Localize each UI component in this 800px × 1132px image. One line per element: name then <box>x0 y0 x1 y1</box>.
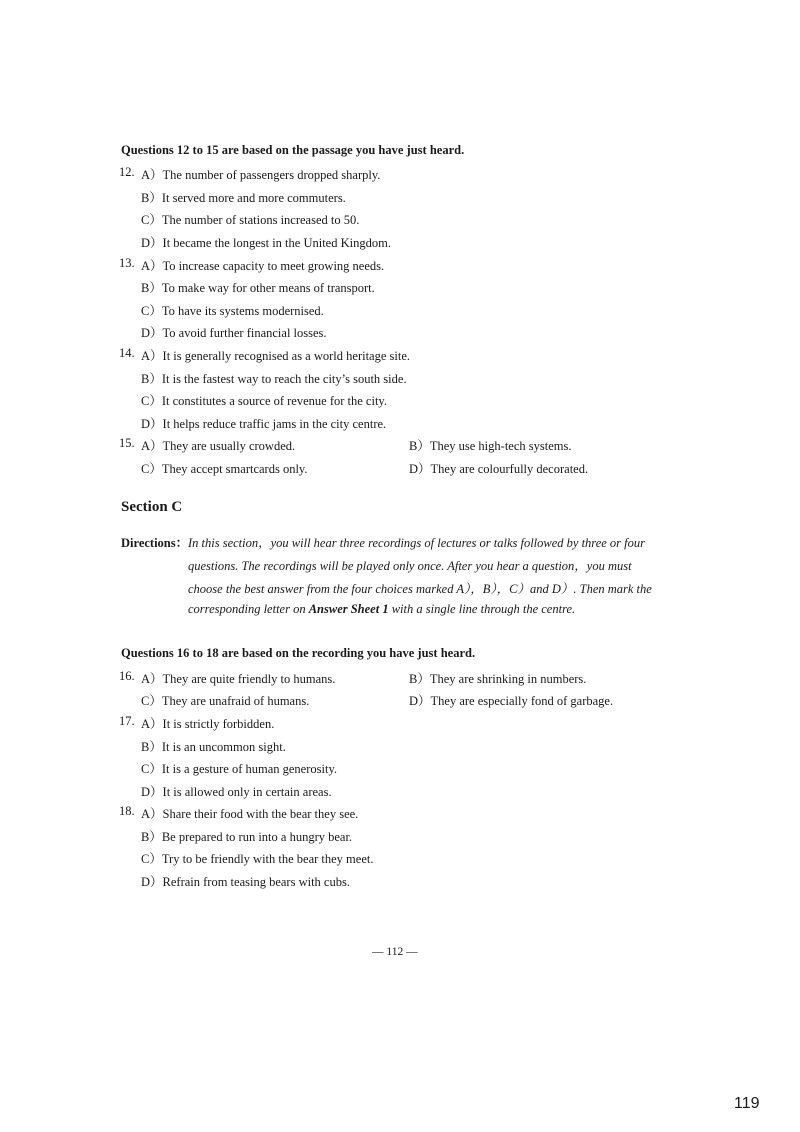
q12-number: 12. <box>119 165 135 179</box>
q12-option-b: B）It served more and more commuters. <box>141 191 346 205</box>
page-footer-label: — 112 — <box>372 946 418 958</box>
q17-option-a: A）It is strictly forbidden. <box>141 717 275 731</box>
q16-option-a: A）They are quite friendly to humans. <box>141 672 336 686</box>
q18-option-d: D）Refrain from teasing bears with cubs. <box>141 875 350 889</box>
q17-option-b: B）It is an uncommon sight. <box>141 740 286 754</box>
q14-option-b: B）It is the fastest way to reach the city’s south side. <box>141 372 407 386</box>
directions-line-3: choose the best answer from the four choices marked A），B），C）and D）. Then mark the <box>188 582 652 596</box>
q14-option-c: C）It constitutes a source of revenue for the city. <box>141 394 387 408</box>
q17-option-d: D）It is allowed only in certain areas. <box>141 785 332 799</box>
q13-number: 13. <box>119 256 135 270</box>
q17-number: 17. <box>119 714 135 728</box>
q18-number: 18. <box>119 804 135 818</box>
q12-option-c: C）The number of stations increased to 50. <box>141 213 360 227</box>
q18-option-b: B）Be prepared to run into a hungry bear. <box>141 830 353 844</box>
page-number: 119 <box>734 1095 760 1112</box>
section-c-title: Section C <box>121 499 183 515</box>
q16-option-c: C）They are unafraid of humans. <box>141 694 310 708</box>
q14-option-a: A）It is generally recognised as a world heritage site. <box>141 349 411 363</box>
q15-option-a: A）They are usually crowded. <box>141 439 296 453</box>
q15-option-b: B）They use high-tech systems. <box>409 439 572 453</box>
q18-option-c: C）Try to be friendly with the bear they meet. <box>141 852 374 866</box>
q13-option-a: A）To increase capacity to meet growing needs. <box>141 259 385 273</box>
q14-number: 14. <box>119 346 135 360</box>
q15-option-c: C）They accept smartcards only. <box>141 462 308 476</box>
q14-option-d: D）It helps reduce traffic jams in the city centre. <box>141 417 387 431</box>
directions-line-4 <box>188 602 575 617</box>
directions-label: Directions： <box>121 536 189 550</box>
answer-sheet-label: Answer Sheet 1 <box>308 602 389 616</box>
directions-line-4-pre: corresponding letter on <box>188 602 306 616</box>
questions-16-18-heading: Questions 16 to 18 are based on the recording you have just heard. <box>121 646 476 660</box>
q15-option-d: D）They are colourfully decorated. <box>409 462 589 476</box>
q13-option-d: D）To avoid further financial losses. <box>141 326 327 340</box>
directions-line-2: questions. The recordings will be played only once. After you hear a question，you must <box>188 559 632 573</box>
q12-option-a: A）The number of passengers dropped sharply. <box>141 168 381 182</box>
q18-option-a: A）Share their food with the bear they see. <box>141 807 359 821</box>
q16-number: 16. <box>119 669 135 683</box>
q16-option-b: B）They are shrinking in numbers. <box>409 672 587 686</box>
q13-option-c: C）To have its systems modernised. <box>141 304 324 318</box>
q12-option-d: D）It became the longest in the United Kingdom. <box>141 236 391 250</box>
q17-option-c: C）It is a gesture of human generosity. <box>141 762 338 776</box>
q13-option-b: B）To make way for other means of transport. <box>141 281 375 295</box>
directions-line-1: In this section，you will hear three recordings of lectures or talks followed by three or four <box>188 536 646 550</box>
q15-number: 15. <box>119 436 135 450</box>
directions-line-4-post: with a single line through the centre. <box>391 602 576 616</box>
q16-option-d: D）They are especially fond of garbage. <box>409 694 614 708</box>
questions-12-15-heading: Questions 12 to 15 are based on the passage you have just heard. <box>121 143 465 157</box>
